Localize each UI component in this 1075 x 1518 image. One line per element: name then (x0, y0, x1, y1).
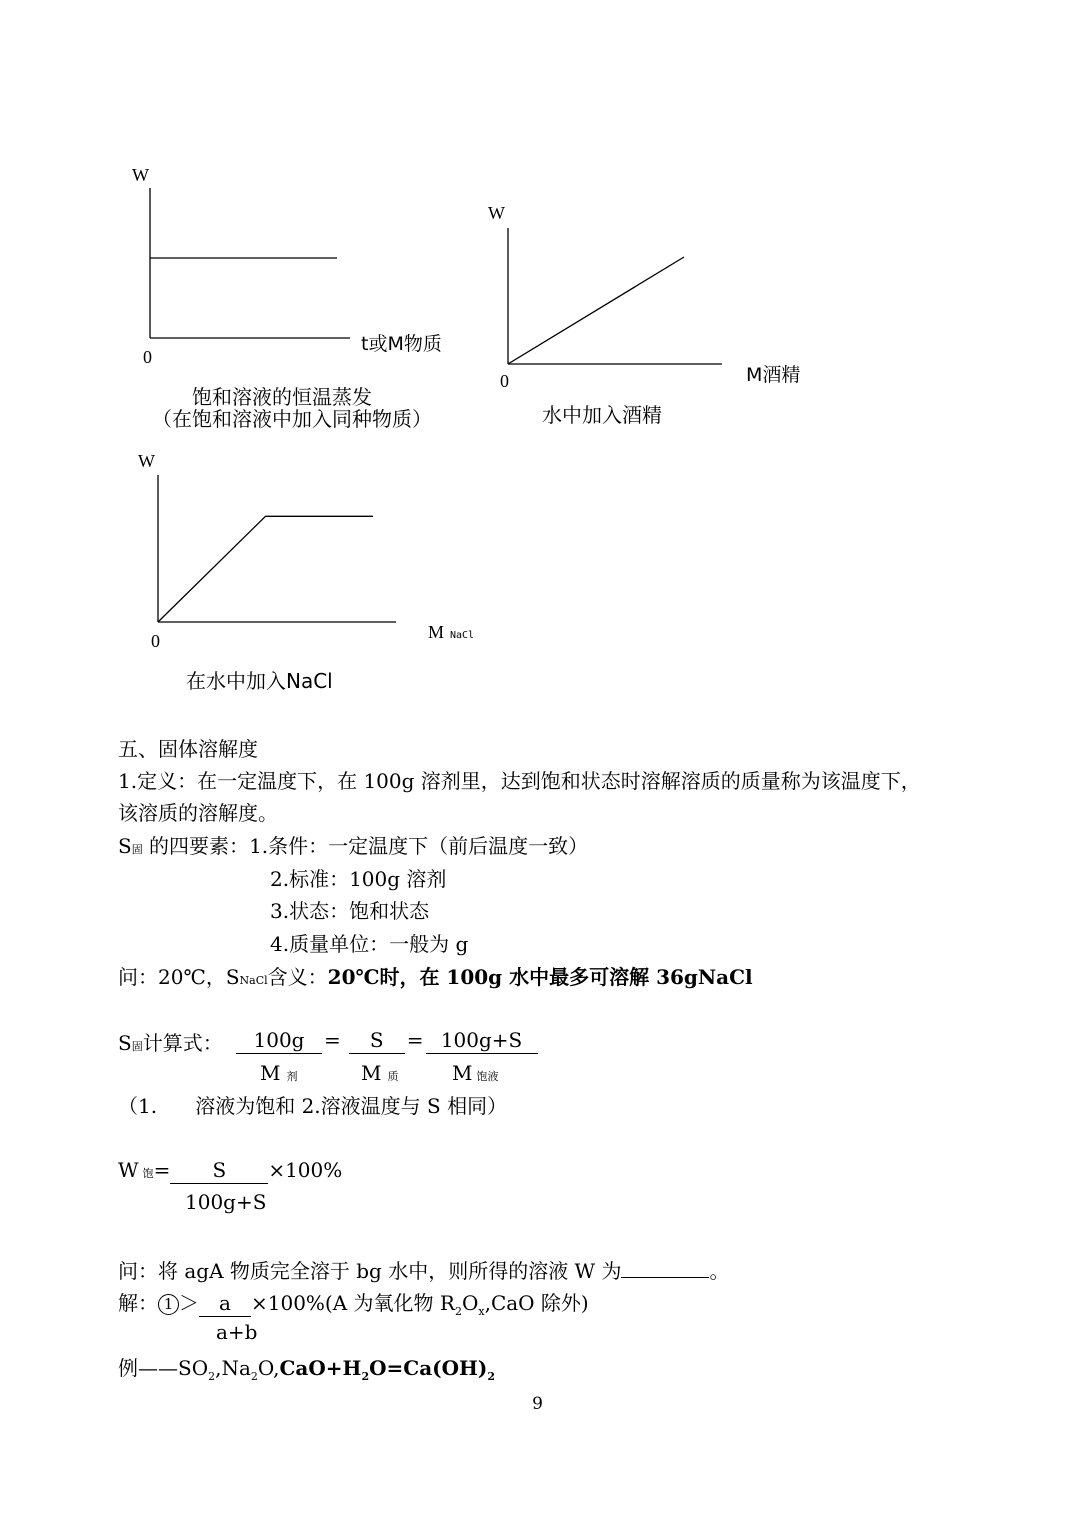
element-item-3: 3.状态：饱和状态 (270, 899, 430, 923)
w-numerator: S (170, 1157, 268, 1184)
chart3-series-line (158, 516, 373, 622)
formula-eq-2: = (406, 1028, 424, 1052)
question-1-sub: NaCl (239, 974, 268, 987)
definition-line-2: 该溶质的溶解度。 (118, 801, 278, 825)
question-1-mid: 含义： (267, 965, 328, 989)
solution-o: O (461, 1291, 479, 1315)
formula-numerators (236, 1027, 538, 1054)
chart1-caption-1: 饱和溶液的恒温蒸发 (192, 385, 372, 409)
formula-den-3: M饱液 (452, 1061, 499, 1085)
chart3-x-label-main: M (428, 622, 445, 642)
example-mid: ,Na (215, 1356, 251, 1380)
example-sub-4: 2 (487, 1370, 496, 1383)
solution-rest-1: ×100%(A 为氧化物 R (251, 1291, 455, 1315)
page-number: 9 (532, 1394, 543, 1414)
chart1-y-label: W (132, 165, 149, 185)
example-sub-2: 2 (250, 1370, 258, 1383)
section-heading: 五、固体溶解度 (118, 737, 258, 761)
element-item-2: 2.标准：100g 溶剂 (270, 867, 447, 891)
formula-label (118, 1027, 223, 1056)
chart2-y-label: W (488, 203, 505, 223)
chart1-x-label: t或M物质 (361, 333, 442, 355)
chart3-y-label: W (138, 451, 155, 471)
w-times: ×100% (268, 1158, 343, 1182)
chart2-series-line (508, 257, 684, 364)
example-sub-1: 2 (208, 1370, 216, 1383)
example-prefix: 例——SO (118, 1356, 209, 1380)
chart2-x-label: M酒精 (746, 364, 801, 386)
chart3-caption: 在水中加入NaCl (186, 669, 333, 693)
four-elements-lead: 的四要素： (142, 834, 250, 858)
element-item-4: 4.质量单位：一般为 g (270, 932, 469, 956)
formula-den-3-sub: 饱液 (476, 1070, 499, 1083)
w-symbol: W (118, 1158, 139, 1182)
chart3-x-label-sub: NaCl (450, 630, 475, 641)
four-elements-line (118, 830, 588, 866)
w-formula (118, 1157, 342, 1184)
example-sub-3: 2 (361, 1370, 370, 1383)
formula-den-2: M质 (361, 1061, 399, 1085)
definition-line-1: 1.定义：在一定温度下，在 100g 溶剂里，达到饱和状态时溶解溶质的质量称为该温度下， (118, 769, 921, 793)
example-mid-2: O, (257, 1356, 280, 1380)
formula-den-1: M剂 (260, 1061, 298, 1085)
formula-num-2: S (349, 1027, 405, 1054)
question-1 (118, 961, 753, 997)
solution-sub-2: 2 (454, 1305, 462, 1318)
question-2-text: 问：将 agA 物质完全溶于 bg 水中，则所得的溶液 W 为 (118, 1259, 622, 1283)
solution-gt: ＞ (179, 1291, 199, 1315)
chart2-caption: 水中加入酒精 (542, 403, 662, 427)
formula-num-1: 100g (236, 1027, 322, 1054)
question-2-blank (621, 1277, 709, 1278)
example-bold-2: O=Ca(OH) (369, 1356, 488, 1380)
solution-numerator: a (199, 1290, 251, 1317)
formula-den-2-sub: 质 (387, 1070, 399, 1083)
formula-eq-1: = (324, 1028, 341, 1052)
s-subscript: 固 (131, 843, 143, 856)
chart3 (138, 451, 474, 693)
chart2 (488, 203, 800, 427)
example-bold-1: CaO+H (279, 1356, 362, 1380)
solution-rest-2: ,CaO 除外) (484, 1291, 589, 1315)
question-2 (118, 1255, 729, 1284)
solution-prefix: 解： (118, 1291, 158, 1315)
solution-denominator: a+b (216, 1320, 258, 1344)
chart3-origin: 0 (151, 631, 160, 651)
w-denominator: 100g+S (185, 1190, 267, 1214)
formula-s: S (118, 1031, 132, 1055)
w-subscript: 饱 (142, 1167, 154, 1180)
question-1-answer: 20℃时，在 100g 水中最多可溶解 36gNaCl (327, 965, 753, 989)
question-1-prefix: 问：20℃，S (118, 965, 240, 989)
example-line (118, 1352, 495, 1383)
chart2-origin: 0 (500, 371, 509, 391)
formula-den-1-sub: 剂 (286, 1070, 298, 1083)
chart1 (132, 165, 442, 431)
s-symbol: S (118, 834, 132, 858)
solution-circle-number: 1 (158, 1294, 179, 1315)
solution-sub-x: x (478, 1305, 485, 1318)
formula-num-3: 100g+S (426, 1027, 538, 1054)
solution-line (118, 1287, 589, 1318)
chart1-caption-2: （在饱和溶液中加入同种物质） (152, 407, 432, 431)
formula-condition: （1. 溶液为饱和 2.溶液温度与 S 相同） (118, 1094, 508, 1118)
element-item-1: 1.条件：一定温度下（前后温度一致） (249, 834, 589, 858)
question-2-end: 。 (709, 1259, 730, 1283)
formula-calc-label: 计算式： (142, 1031, 223, 1055)
chart1-origin: 0 (143, 347, 152, 367)
formula-s-sub: 固 (131, 1040, 143, 1053)
w-eq: = (153, 1158, 171, 1182)
